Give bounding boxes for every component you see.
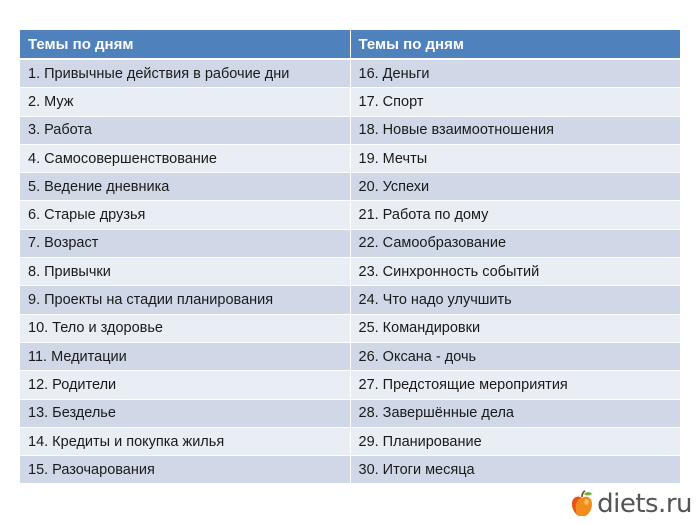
table-cell: 9. Проекты на стадии планирования [20,286,350,314]
apple-icon [569,490,595,518]
table-cell: 24. Что надо улучшить [350,286,680,314]
table-row [20,371,680,399]
table-row [20,427,680,455]
table-cell: 27. Предстоящие мероприятия [350,371,680,399]
table-cell: 11. Медитации [20,342,350,370]
table-cell: 22. Самообразование [350,229,680,257]
table-row [20,116,680,144]
table-row [20,456,680,484]
table-cell: 14. Кредиты и покупка жилья [20,427,350,455]
table-cell: 28. Завершённые дела [350,399,680,427]
table-row [20,399,680,427]
column-header: Темы по дням [20,30,350,59]
table-cell: 16. Деньги [350,59,680,88]
table-cell: 8. Привычки [20,258,350,286]
table-cell: 26. Оксана - дочь [350,342,680,370]
table-row [20,342,680,370]
table-cell: 19. Мечты [350,144,680,172]
table-row [20,314,680,342]
table-cell: 30. Итоги месяца [350,456,680,484]
watermark[interactable] [569,489,692,519]
table-cell: 10. Тело и здоровье [20,314,350,342]
table-cell: 17. Спорт [350,88,680,116]
table-cell: 6. Старые друзья [20,201,350,229]
table-cell: 20. Успехи [350,173,680,201]
table-cell: 25. Командировки [350,314,680,342]
table-cell: 7. Возраст [20,229,350,257]
table-cell: 21. Работа по дому [350,201,680,229]
table-cell: 2. Муж [20,88,350,116]
table-row [20,258,680,286]
table-cell: 23. Синхронность событий [350,258,680,286]
table-row [20,88,680,116]
watermark-text: diets.ru [597,489,692,519]
table-cell: 1. Привычные действия в рабочие дни [20,59,350,88]
table-row [20,286,680,314]
table-cell: 4. Самосовершенствование [20,144,350,172]
table-cell: 15. Разочарования [20,456,350,484]
table-row [20,173,680,201]
table-row [20,144,680,172]
table-header-row [20,30,680,59]
column-header: Темы по дням [350,30,680,59]
table-row [20,59,680,88]
table-cell: 3. Работа [20,116,350,144]
table-row [20,201,680,229]
table-cell: 29. Планирование [350,427,680,455]
table-cell: 5. Ведение дневника [20,173,350,201]
table-cell: 13. Безделье [20,399,350,427]
table-cell: 12. Родители [20,371,350,399]
table-row [20,229,680,257]
topics-table [20,30,681,484]
table-cell: 18. Новые взаимоотношения [350,116,680,144]
